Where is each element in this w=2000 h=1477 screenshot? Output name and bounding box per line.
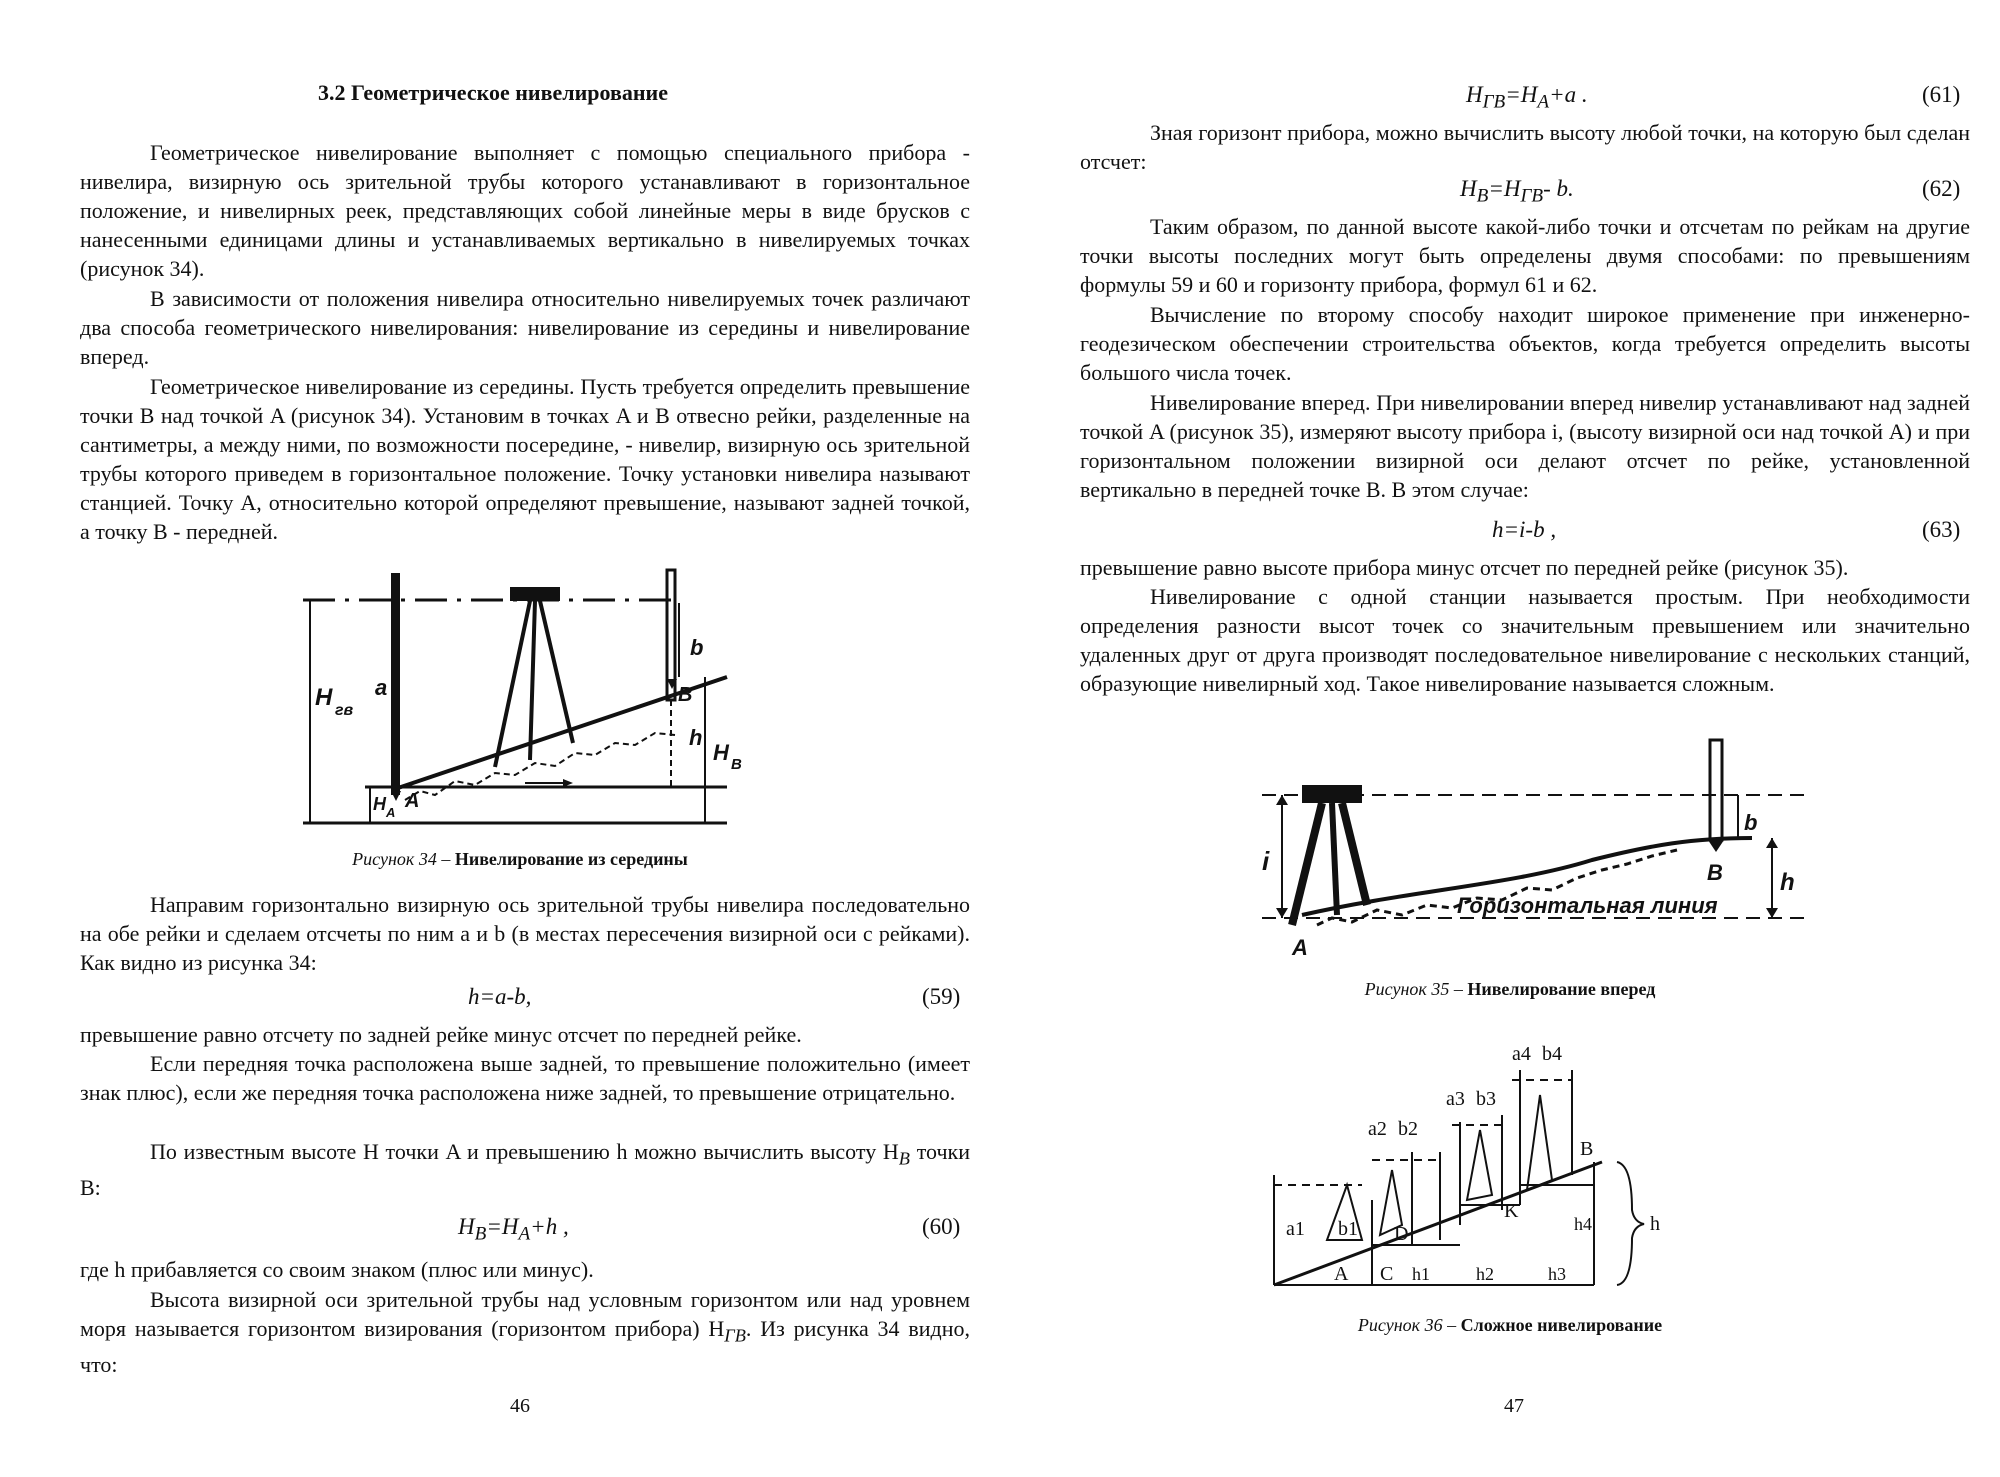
equation-59-number: (59) [922,984,961,1009]
page-number-right: 47 [1504,1395,1524,1417]
label-h4: h4 [1574,1214,1592,1234]
brace-h-36 [1617,1162,1644,1285]
label-point-a-35: A [1292,935,1308,960]
paragraph-1: Геометрическое нивелирование выполняет с помощью специального прибора - нивелира, визирную ось зрительной трубы которого устанавливают в горизонтальное положение, и нивелирных реек, представляющих собой линейные меры в виде брусков с нанесенными единицами длины и устанавливаемых вертикально в нивелируемых точках (рисунок 34). [80,140,970,281]
label-b1: b1 [1338,1218,1358,1240]
paragraph-r5: превышение равно высоте прибора минус отсчет по передней рейке (рисунок 35). [1080,555,1849,580]
level-instrument [510,587,560,601]
equation-61-number: (61) [1922,82,1961,107]
page-number-left: 46 [510,1395,530,1417]
label-hb: H [713,740,729,765]
label-D-36: D [1394,1223,1409,1245]
paragraph-2: В зависимости от положения нивелира относительно нивелируемых точек различают два способа геометрического нивелирования: нивелирование из середины и нивелирование вперед. [80,286,970,369]
label-ha: H [373,794,386,814]
paragraph-5: превышение равно отсчету по задней рейке минус отсчет по передней рейке. [80,1022,802,1047]
paragraph-8: где h прибавляется со своим знаком (плюс или минус). [80,1257,594,1282]
label-point-b-35: B [1707,860,1723,885]
label-b4: b4 [1542,1043,1562,1065]
label-a: a [375,675,388,700]
label-hgv: H [315,684,333,711]
label-h2: h2 [1476,1264,1494,1284]
equation-62: $H_B=H_{ГВ}-$ b. [1460,176,1574,207]
paragraph-r4: Нивелирование вперед. При нивелировании вперед нивелир устанавливают над задней точкой A (рисунок 35), измеряют высоту прибора i, (высоту визирной оси над точкой A) и при горизонтальном положении визирной оси делают отсчет по рейке, установленной вертикально в передней точке B. В этом случае: [1080,390,1970,502]
label-h3: h3 [1548,1264,1566,1284]
label-hb-sub: B [731,756,742,773]
paragraph-r3: Вычисление по второму способу находит широкое применение при инженерно-геодезическом обеспечении строительства объектов, когда требуется определить высоты большого числа точек. [1080,302,1970,385]
label-a2: a2 [1368,1118,1387,1140]
figure-34-diagram [295,555,742,840]
right-page [1000,0,2000,1477]
equation-60: $H_B=H_A+h$ , [458,1214,569,1245]
level-instrument-35 [1302,785,1362,803]
paragraph-9: Высота визирной оси зрительной трубы над условным горизонтом или над уровнем моря называется горизонтом визирования (горизонтом прибора) $H_{ГВ}$. Из рисунка 34 видно, что: [80,1287,970,1378]
label-C-36: C [1380,1263,1394,1285]
paragraph-7: По известным высоте H точки A и превышению h можно вычислить высоту $H_B$ точки B: [80,1139,970,1201]
figure-34-caption: Рисунок 34 – Нивелирование из середины [352,849,688,869]
label-b3: b3 [1476,1088,1496,1110]
label-A-36: A [1334,1263,1349,1285]
label-point-b: B [678,684,693,706]
label-b2: b2 [1398,1118,1418,1140]
label-h-36: h [1650,1213,1660,1235]
equation-60-number: (60) [922,1214,961,1239]
label-a4: a4 [1512,1043,1531,1065]
paragraph-6: Если передняя точка расположена выше задней, то превышение положительно (имеет знак плюс), если же передняя точка расположена ниже задней, то превышение отрицательно. [80,1051,970,1105]
label-horizontal-line: Горизонтальная линия [1457,893,1718,918]
equation-63-number: (63) [1922,517,1961,542]
equation-61: $H_{ГВ}=H_A+a$ . [1466,82,1588,113]
label-b: b [690,635,704,660]
paragraph-r6: Нивелирование с одной станции называется простым. При необходимости определения разности высот точек со значительным превышением или значительно удаленных друг от друга производят последовательное нивелирование с нескольких станций, образующие нивелирный ход. Такое нивелирование называется сложным. [1080,584,1970,696]
label-b-35: b [1744,810,1758,835]
label-h1: h1 [1412,1264,1430,1284]
paragraph-r1: Зная горизонт прибора, можно вычислить высоту любой точки, на которую был сделан отсчет: [1080,120,1970,174]
label-a3: a3 [1446,1088,1465,1110]
label-h: h [689,725,703,750]
label-h-35: h [1780,869,1795,896]
label-i-35: i [1262,846,1270,876]
equation-62-number: (62) [1922,176,1961,201]
equation-59: h=a-b, [468,984,532,1009]
rod-a [391,573,400,795]
paragraph-4: Направим горизонтально визирную ось зрительной трубы нивелира последовательно на обе рейки и сделаем отсчеты по ним a и b (в местах пересечения визирной оси с рейками). Как видно из рисунка 34: [80,892,970,975]
label-ha-sub: A [386,805,396,820]
figure-36-diagram [1272,1040,1752,1300]
label-hgv-sub: гв [335,702,354,719]
paragraph-3: Геометрическое нивелирование из середины. Пусть требуется определить превышение точки B над точкой A (рисунок 34). Установим в точках A и B отвесно рейки, разделенные на сантиметры, а между ними, по возможности посередине, - нивелир, визирную ось зрительной трубы которого приведем в горизонтальное положение. Точку установки нивелира называют станцией. Точку A, относительно которой определяют превышение, называют задней точкой, а точку B - передней. [80,374,970,544]
figure-35-caption: Рисунок 35 – Нивелирование вперед [1364,979,1656,999]
paragraph-r2: Таким образом, по данной высоте какой-либо точки и отсчетам по рейкам на другие точки высоты последних могут быть определены двумя способами: по превышениям формулы 59 и 60 и горизонту прибора, формул 61 и 62. [1080,214,1970,297]
label-B-36: B [1580,1138,1594,1160]
label-a1: a1 [1286,1218,1305,1240]
figure-35-diagram [1262,740,1822,970]
rod-b-35 [1710,740,1722,840]
label-point-a: A [405,790,420,812]
section-heading: 3.2 Геометрическое нивелирование [318,80,668,105]
label-K-36: K [1504,1200,1519,1222]
figure-36-caption: Рисунок 36 – Сложное нивелирование [1357,1315,1663,1335]
equation-63: h=i-b , [1492,517,1557,542]
